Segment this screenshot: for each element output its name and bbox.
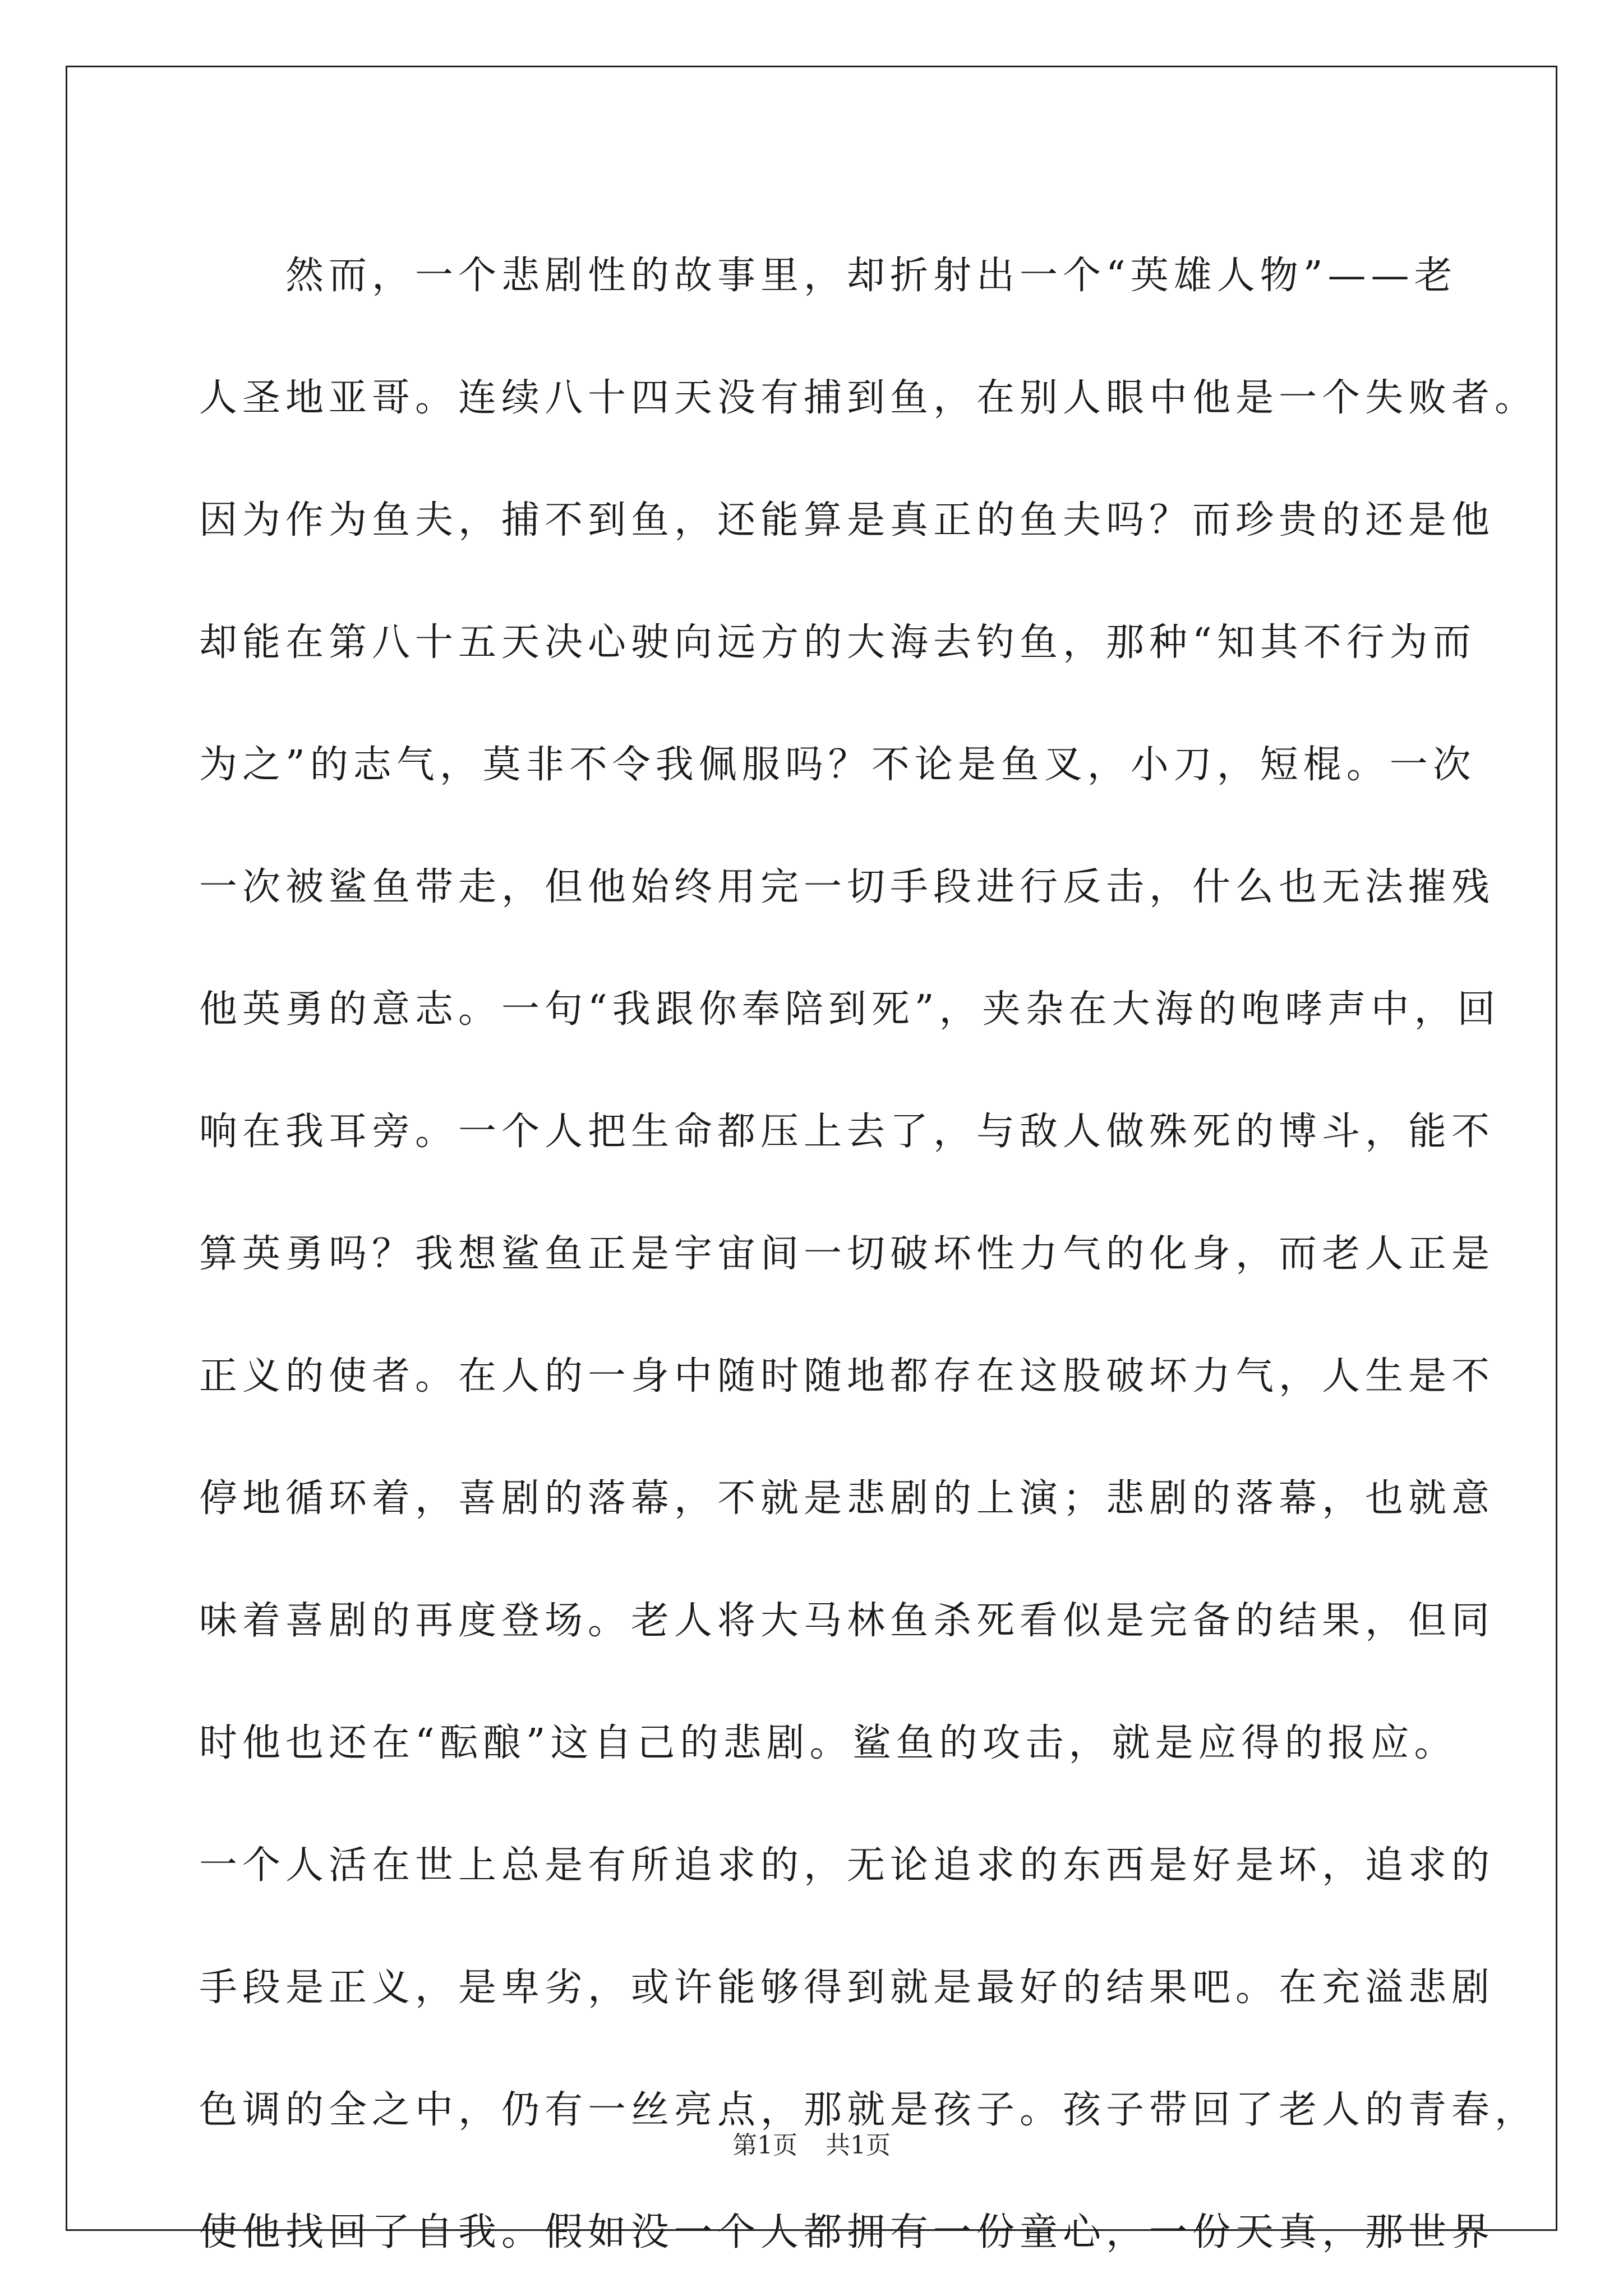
text-line: 味着喜剧的再度登场。老人将大马林鱼杀死看似是完备的结果，但同 [199, 1599, 1495, 1643]
page-footer [0, 2125, 1623, 2161]
text-line: 为之”的志气，莫非不令我佩服吗？不论是鱼叉，小刀，短棍。一次 [199, 743, 1476, 787]
text-line: 却能在第八十五天决心驶向远方的大海去钓鱼，那种“知其不行为而 [199, 620, 1476, 665]
text-line: 一次被鲨鱼带走，但他始终用完一切手段进行反击，什么也无法摧残 [199, 865, 1495, 909]
text-line: 色调的全之中，仍有一丝亮点，那就是孩子。孩子带回了老人的青春， [199, 2088, 1538, 2132]
body-text [199, 215, 1538, 2294]
text-line: 因为作为鱼夫，捕不到鱼，还能算是真正的鱼夫吗？而珍贵的还是他 [199, 498, 1495, 542]
text-line: 响在我耳旁。一个人把生命都压上去了，与敌人做殊死的博斗，能不 [199, 1110, 1495, 1154]
text-line: 正义的使者。在人的一身中随时随地都存在这股破坏力气，人生是不 [199, 1354, 1495, 1398]
text-line: 他英勇的意志。一句“我跟你奉陪到死”，夹杂在大海的咆哮声中，回 [199, 987, 1501, 1032]
text-line: 时他也还在“酝酿”这自己的悲剧。鲨鱼的攻击，就是应得的报应。 [199, 1721, 1458, 1765]
page-total: 共1页 [826, 2131, 891, 2160]
page-number: 第1页 [732, 2131, 797, 2160]
text-line: 使他找回了自我。假如没一个人都拥有一份童心，一份天真，那世界 [199, 2210, 1495, 2254]
text-line: 停地循环着，喜剧的落幕，不就是悲剧的上演；悲剧的落幕，也就意 [199, 1476, 1495, 1521]
text-line: 手段是正义，是卑劣，或许能够得到就是最好的结果吧。在充溢悲剧 [199, 1966, 1495, 2010]
text-line: 人圣地亚哥。连续八十四天没有捕到鱼，在别人眼中他是一个失败者。 [199, 376, 1538, 420]
text-line: 一个人活在世上总是有所追求的，无论追求的东西是好是坏，追求的 [199, 1843, 1495, 1888]
text-line: 算英勇吗？我想鲨鱼正是宇宙间一切破坏性力气的化身，而老人正是 [199, 1232, 1495, 1276]
text-line: 然而，一个悲剧性的故事里，却折射出一个“英雄人物”——老 [199, 254, 1458, 298]
